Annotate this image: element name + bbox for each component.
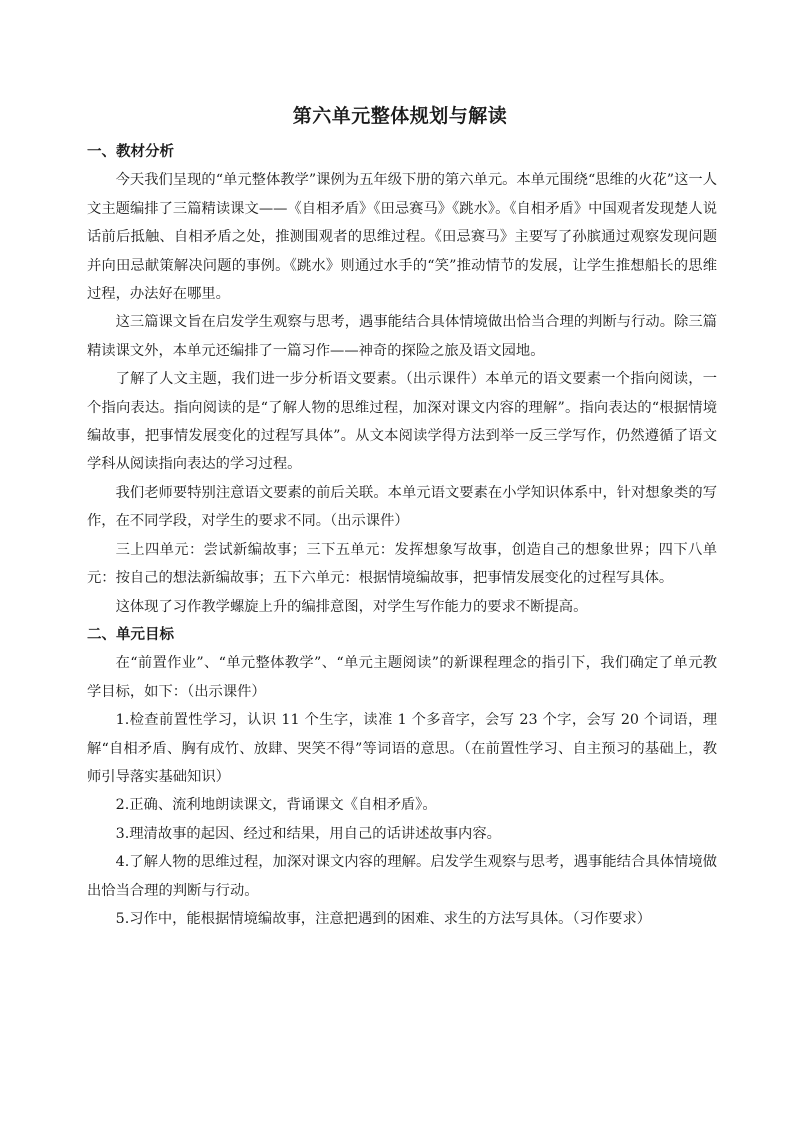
paragraph: 今天我们呈现的“单元整体教学”课例为五年级下册的第六单元。本单元围绕“思维的火花”这一人文主题编排了三篇精读课文——《自相矛盾》《田忌赛马》《跳水》。《自相矛盾》中国观者发现楚人说话前后抵触、自相矛盾之处，推测围观者的思维过程。《田忌赛马》主要写了孙膑通过观察发现问题并向田忌献策解决问题的事例。《跳水》则通过水手的“笑”推动情节的发展，让学生推想船长的思维过程，办法好在哪里。 — [87, 172, 717, 303]
document-body — [87, 138, 717, 933]
goal-item: 5.习作中，能根据情境编故事，注意把遇到的困难、求生的方法写具体。（习作要求） — [115, 910, 652, 927]
paragraph: 了解了人文主题，我们进一步分析语文要素。（出示课件）本单元的语文要素一个指向阅读，一个指向表达。指向阅读的是“了解人物的思维过程，加深对课文内容的理解”。指向表达的“根据情境编故事，把事情发展变化的过程写具体”。从文本阅读学得方法到举一反三学写作，仍然遵循了语文学科从阅读指向表达的学习过程。 — [87, 371, 717, 473]
paragraph: 这三篇课文旨在启发学生观察与思考，遇事能结合具体情境做出恰当合理的判断与行动。除三篇精读课文外，本单元还编排了一篇习作——神奇的探险之旅及语文园地。 — [87, 314, 717, 359]
paragraph: 我们老师要特别注意语文要素的前后关联。本单元语文要素在小学知识体系中，针对想象类的写作，在不同学段，对学生的要求不同。（出示课件） — [87, 484, 717, 530]
paragraph: 这体现了习作教学螺旋上升的编排意图，对学生写作能力的要求不断提高。 — [115, 598, 588, 615]
goal-item: 1.检查前置性学习，认识 11 个生字，读准 1 个多音字，会写 23 个字，会写 20 个词语，理解“自相矛盾、胸有成竹、放肆、哭笑不得”等词语的意思。（在前置性学习、自主预习的基础上，教师引导落实基础知识） — [87, 712, 717, 785]
goal-item: 3.理清故事的起因、经过和结果，用自己的话讲述故事内容。 — [115, 825, 501, 842]
document-title: 第六单元整体规划与解读 — [292, 105, 508, 127]
paragraph: 在“前置作业”、“单元整体教学”、“单元主题阅读”的新课程理念的指引下，我们确定了单元教学目标，如下：（出示课件） — [87, 655, 717, 700]
section-unit-goals — [87, 621, 717, 933]
section-textbook-analysis — [87, 138, 717, 621]
section-heading: 二、单元目标 — [87, 626, 174, 643]
goal-item: 4.了解人物的思维过程，加深对课文内容的理解。启发学生观察与思考，遇事能结合具体情境做出恰当合理的判断与行动。 — [87, 854, 717, 899]
section-heading: 一、教材分析 — [87, 144, 174, 160]
goal-item: 2.正确、流利地朗读课文，背诵课文《自相矛盾》。 — [115, 797, 437, 814]
paragraph: 三上四单元：尝试新编故事；三下五单元：发挥想象写故事，创造自己的想象世界；四下八单元：按自己的想法新编故事；五下六单元：根据情境编故事，把事情发展变化的过程写具体。 — [87, 541, 717, 587]
